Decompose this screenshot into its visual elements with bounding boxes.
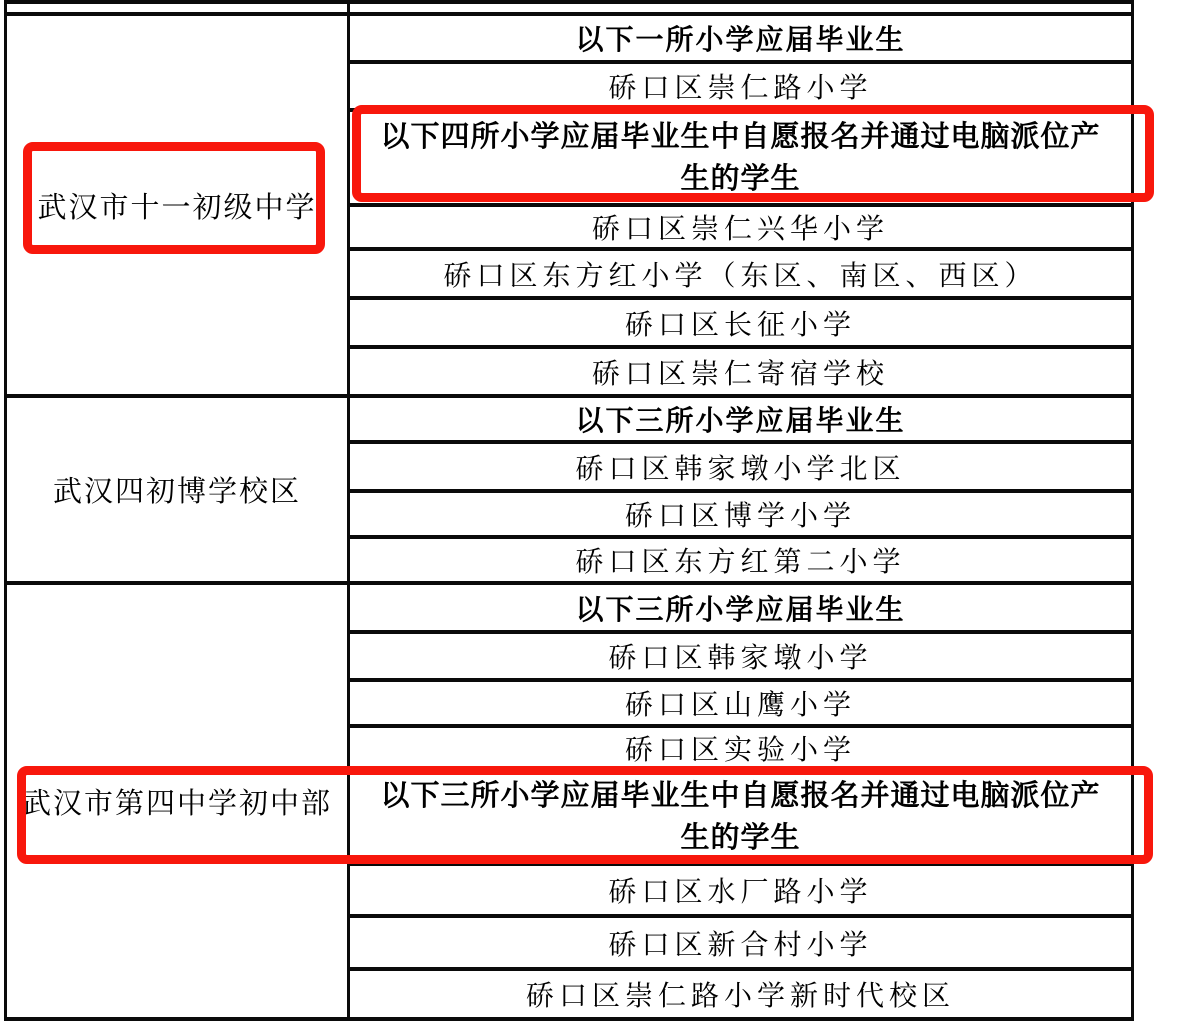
feeder-school-cell: 硚口区山鹰小学 bbox=[349, 680, 1133, 726]
feeder-school-cell: 硚口区韩家墩小学北区 bbox=[349, 442, 1133, 491]
allocation-table-body bbox=[6, 2, 1133, 1019]
feeder-school-cell: 硚口区博学小学 bbox=[349, 491, 1133, 537]
feeder-school-cell: 硚口区实验小学 bbox=[349, 726, 1133, 770]
table-row-sliver bbox=[6, 2, 1133, 14]
feeder-school-cell: 硚口区崇仁寄宿学校 bbox=[349, 347, 1133, 396]
feeder-school-cell: 硚口区水厂路小学 bbox=[349, 864, 1133, 916]
sliver-cell bbox=[6, 2, 349, 14]
feeder-header-cell: 以下三所小学应届毕业生中自愿报名并通过电脑派位产 生的学生 bbox=[349, 770, 1133, 864]
sliver-cell bbox=[349, 2, 1133, 14]
feeder-school-cell: 硚口区东方红第二小学 bbox=[349, 537, 1133, 583]
feeder-school-cell: 硚口区崇仁兴华小学 bbox=[349, 205, 1133, 249]
feeder-school-cell: 硚口区新合村小学 bbox=[349, 916, 1133, 969]
feeder-school-cell: 硚口区崇仁路小学新时代校区 bbox=[349, 969, 1133, 1019]
feeder-school-cell: 硚口区东方红小学（东区、南区、西区） bbox=[349, 249, 1133, 298]
table-row bbox=[6, 396, 1133, 442]
feeder-header-cell: 以下一所小学应届毕业生 bbox=[349, 14, 1133, 62]
feeder-school-cell: 硚口区长征小学 bbox=[349, 298, 1133, 347]
feeder-header-cell: 以下三所小学应届毕业生 bbox=[349, 583, 1133, 632]
school-name-cell: 武汉市第四中学初中部 bbox=[6, 583, 349, 1019]
table-row bbox=[6, 14, 1133, 62]
feeder-school-cell: 硚口区韩家墩小学 bbox=[349, 632, 1133, 680]
admission-allocation-table bbox=[4, 0, 1134, 1021]
feeder-header-cell: 以下三所小学应届毕业生 bbox=[349, 396, 1133, 442]
feeder-school-cell: 硚口区崇仁路小学 bbox=[349, 62, 1133, 110]
school-name-cell: 武汉市十一初级中学 bbox=[6, 14, 349, 396]
table-row bbox=[6, 583, 1133, 632]
school-name-cell: 武汉四初博学校区 bbox=[6, 396, 349, 583]
feeder-header-cell: 以下四所小学应届毕业生中自愿报名并通过电脑派位产 生的学生 bbox=[349, 110, 1133, 205]
